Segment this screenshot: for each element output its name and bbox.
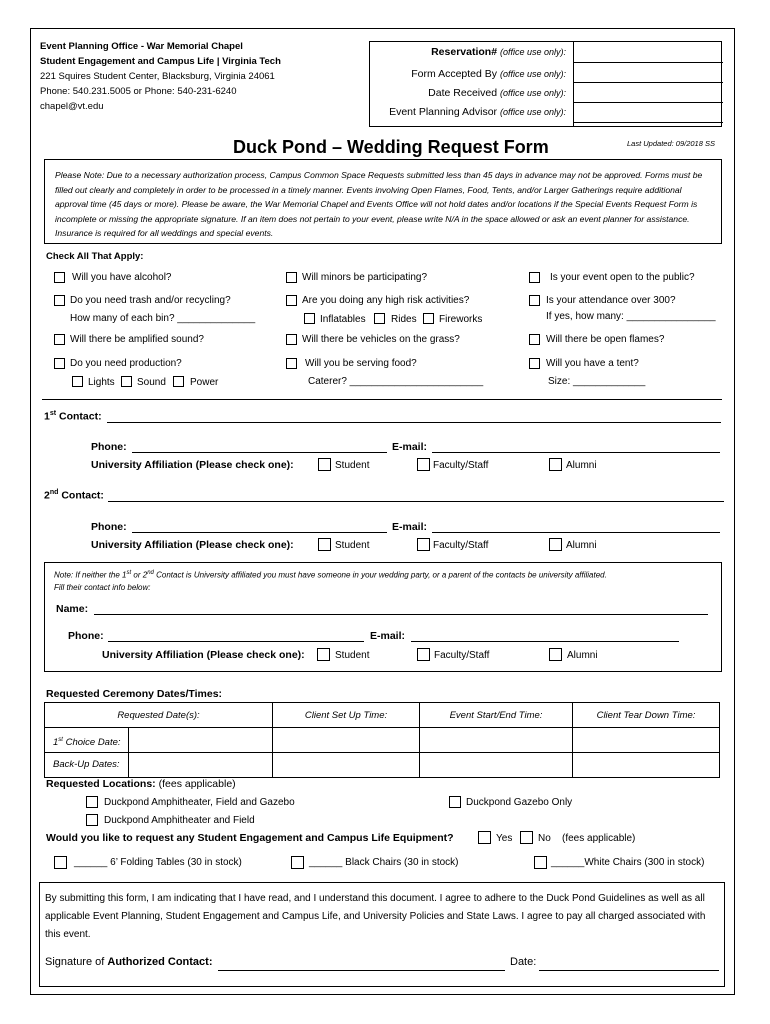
first-teardown-cell[interactable]	[573, 728, 720, 753]
contact2-email-line[interactable]	[432, 532, 720, 533]
office-use-box	[369, 41, 722, 127]
power-checkbox[interactable]	[173, 376, 184, 387]
power-label: Power	[190, 377, 219, 388]
flames-label: Will there be open flames?	[546, 334, 665, 345]
minors-label: Will minors be participating?	[302, 272, 428, 283]
office-name: Event Planning Office - War Memorial Chapel	[40, 41, 243, 52]
tent-checkbox[interactable]	[529, 358, 540, 369]
contact1-alumni-checkbox[interactable]	[549, 458, 562, 471]
contact2-label: 2nd Contact:	[44, 489, 104, 502]
tent-label: Will you have a tent?	[546, 358, 639, 369]
contact1-phone-line[interactable]	[132, 452, 387, 453]
affiliate-student-checkbox[interactable]	[317, 648, 330, 661]
contact2-faculty-label: Faculty/Staff	[433, 540, 489, 551]
production-label: Do you need production?	[70, 358, 182, 369]
contact2-student-checkbox[interactable]	[318, 538, 331, 551]
alcohol-label: Will you have alcohol?	[72, 272, 172, 283]
backup-label: Back-Up Dates:	[45, 753, 129, 777]
divider	[42, 399, 722, 400]
affiliate-student-label: Student	[335, 650, 370, 661]
date-line[interactable]	[539, 970, 719, 971]
col-start-end-time: Event Start/End Time:	[420, 703, 573, 728]
contact2-email-label: E-mail:	[392, 521, 428, 533]
sound-option-label: Sound	[137, 377, 166, 388]
backup-teardown-cell[interactable]	[573, 753, 720, 778]
sound-label: Will there be amplified sound?	[70, 334, 204, 345]
high-risk-label: Are you doing any high risk activities?	[302, 295, 470, 306]
high-risk-checkbox[interactable]	[286, 295, 297, 306]
amphitheater-field-gazebo-checkbox[interactable]	[86, 796, 98, 808]
amphitheater-field-label: Duckpond Amphitheater and Field	[104, 815, 255, 826]
contact2-alumni-label: Alumni	[566, 540, 597, 551]
gazebo-only-checkbox[interactable]	[449, 796, 461, 808]
agreement-box	[39, 882, 725, 987]
affiliate-name-line[interactable]	[94, 614, 708, 615]
col-requested-dates: Requested Date(s):	[45, 703, 273, 728]
contact1-email-label: E-mail:	[392, 441, 428, 453]
attendance-checkbox[interactable]	[529, 295, 540, 306]
locations-heading: Requested Locations: (fees applicable)	[46, 778, 236, 790]
contact1-phone-label: Phone:	[91, 441, 127, 453]
sound-option-checkbox[interactable]	[121, 376, 132, 387]
ceremony-table	[44, 702, 720, 778]
equipment-no-checkbox[interactable]	[520, 831, 533, 844]
contact1-faculty-checkbox[interactable]	[417, 458, 430, 471]
white-chairs-label: ______White Chairs (300 in stock)	[551, 857, 705, 868]
affiliate-affiliation-label: University Affiliation (Please check one):	[102, 649, 305, 661]
contact2-phone-label: Phone:	[91, 521, 127, 533]
production-checkbox[interactable]	[54, 358, 65, 369]
public-label: Is your event open to the public?	[550, 272, 695, 283]
affiliate-phone-line[interactable]	[108, 641, 364, 642]
amphitheater-field-checkbox[interactable]	[86, 814, 98, 826]
alcohol-checkbox[interactable]	[54, 272, 65, 283]
contact1-affiliation-label: University Affiliation (Please check one):	[91, 459, 294, 471]
first-choice-label: 1st Choice Date:	[45, 728, 129, 752]
affiliate-email-label: E-mail:	[370, 630, 406, 642]
rides-checkbox[interactable]	[374, 313, 385, 324]
equipment-no-label: No	[538, 833, 551, 844]
equipment-question: Would you like to request any Student Engagement and Campus Life Equipment?	[46, 832, 454, 844]
contact1-faculty-label: Faculty/Staff	[433, 460, 489, 471]
flames-checkbox[interactable]	[529, 334, 540, 345]
vehicles-checkbox[interactable]	[286, 334, 297, 345]
date-label: Date:	[510, 956, 537, 968]
affiliation-note-line2: Fill their contact info below:	[54, 583, 151, 592]
contact2-phone-line[interactable]	[132, 532, 387, 533]
inflatables-label: Inflatables	[320, 314, 366, 325]
phone-info: Phone: 540.231.5005 or Phone: 540-231-6240	[40, 86, 237, 97]
gazebo-only-label: Duckpond Gazebo Only	[466, 797, 573, 808]
affiliate-phone-label: Phone:	[68, 630, 104, 642]
minors-checkbox[interactable]	[286, 272, 297, 283]
food-checkbox[interactable]	[286, 358, 297, 369]
affiliate-faculty-label: Faculty/Staff	[434, 650, 490, 661]
affiliate-faculty-checkbox[interactable]	[417, 648, 430, 661]
attendance-label: Is your attendance over 300?	[546, 295, 676, 306]
backup-row	[45, 753, 273, 778]
backup-start-cell[interactable]	[420, 753, 573, 778]
caterer-field[interactable]: Caterer? ________________________	[308, 376, 484, 387]
contact1-alumni-label: Alumni	[566, 460, 597, 471]
form-title: Duck Pond – Wedding Request Form	[233, 137, 549, 157]
contact1-email-line[interactable]	[432, 452, 720, 453]
contact2-alumni-checkbox[interactable]	[549, 538, 562, 551]
first-setup-cell[interactable]	[273, 728, 420, 753]
black-chairs-label: ______ Black Chairs (30 in stock)	[309, 857, 459, 868]
affiliate-email-line[interactable]	[411, 641, 679, 642]
vehicles-label: Will there be vehicles on the grass?	[302, 334, 460, 345]
contact2-affiliation-label: University Affiliation (Please check one):	[91, 539, 294, 551]
lights-checkbox[interactable]	[72, 376, 83, 387]
agreement-text: By submitting this form, I am indicating that I have read, and I understand this document. I agree to adhere to the Duck Pond Guidelines as well as all applicable Event Planning, Student Engagement and Campus Life, and University Policies and State Laws. I agree to pay all charged associated with this event.	[45, 893, 706, 940]
fireworks-checkbox[interactable]	[423, 313, 434, 324]
last-updated: Last Updated: 09/2018 SS	[627, 139, 715, 148]
size-field[interactable]: Size: _____________	[548, 376, 646, 387]
reservation-label: Reservation# (office use only):	[431, 46, 566, 58]
col-teardown-time: Client Tear Down Time:	[573, 703, 720, 728]
contact2-faculty-checkbox[interactable]	[417, 538, 430, 551]
advisor-label: Event Planning Advisor (office use only):	[389, 106, 566, 118]
affiliate-alumni-label: Alumni	[567, 650, 598, 661]
contact1-student-label: Student	[335, 460, 370, 471]
trash-checkbox[interactable]	[54, 295, 65, 306]
public-checkbox[interactable]	[529, 272, 540, 283]
affiliate-alumni-checkbox[interactable]	[549, 648, 562, 661]
folding-tables-checkbox[interactable]	[54, 856, 67, 869]
trash-label: Do you need trash and/or recycling?	[70, 295, 231, 306]
date-received-label: Date Received (office use only):	[428, 87, 566, 99]
affiliate-name-label: Name:	[56, 603, 89, 615]
bins-field[interactable]: How many of each bin? ______________	[70, 313, 256, 324]
folding-tables-label: ______ 6’ Folding Tables (30 in stock)	[74, 857, 242, 868]
email-info: chapel@vt.edu	[40, 101, 104, 112]
contact1-name-line[interactable]	[107, 422, 721, 423]
contact1-label: 1st Contact:	[44, 410, 102, 423]
backup-setup-cell[interactable]	[273, 753, 420, 778]
form-accepted-label: Form Accepted By (office use only):	[411, 68, 566, 80]
col-setup-time: Client Set Up Time:	[273, 703, 420, 728]
amphitheater-field-gazebo-label: Duckpond Amphitheater, Field and Gazebo	[104, 797, 295, 808]
sound-checkbox[interactable]	[54, 334, 65, 345]
department: Student Engagement and Campus Life | Virginia Tech	[40, 56, 281, 67]
food-label: Will you be serving food?	[305, 358, 417, 369]
lights-label: Lights	[88, 377, 115, 388]
contact2-student-label: Student	[335, 540, 370, 551]
affiliated-contact-box	[44, 562, 722, 672]
equipment-fees: (fees applicable)	[562, 833, 636, 844]
check-all-heading: Check All That Apply:	[46, 251, 144, 262]
affiliation-note: Note: If neither the 1st or 2nd Contact is University affiliated you must have someone in your wedding party, or a parent of the contacts be university affiliated.	[54, 570, 607, 580]
signature-label: Signature of Authorized Contact:	[45, 956, 213, 968]
contact2-name-line[interactable]	[108, 501, 724, 502]
white-chairs-checkbox[interactable]	[534, 856, 547, 869]
how-many-field[interactable]: If yes, how many: ________________	[546, 311, 716, 322]
first-choice-row	[45, 728, 273, 753]
note-box: Please Note: Due to a necessary authorization process, Campus Common Space Requests submitted less than 45 days in advance may not be approved. Forms must be filled out clearly and completely in order to be processed in a timely manner. Events involving Open Flames, Food, Tents, and/or Larger Gatherings require additional approval time (45 days or more). Please be aware, the War Memorial Chapel and Events Office will not hold dates and/or locations if the Special Events Request Form is incomplete or missing the appropriate signature. If an item does not pertain to your event, please write N/A in the space allowed or ask an event planner for assistance. Insurance is required for all weddings and special events.	[44, 159, 722, 244]
black-chairs-checkbox[interactable]	[291, 856, 304, 869]
inflatables-checkbox[interactable]	[304, 313, 315, 324]
address: 221 Squires Student Center, Blacksburg, Virginia 24061	[40, 71, 275, 82]
signature-line[interactable]	[218, 970, 505, 971]
fireworks-label: Fireworks	[439, 314, 483, 325]
contact1-student-checkbox[interactable]	[318, 458, 331, 471]
ceremony-heading: Requested Ceremony Dates/Times:	[46, 688, 223, 700]
rides-label: Rides	[391, 314, 417, 325]
first-start-cell[interactable]	[420, 728, 573, 753]
equipment-yes-label: Yes	[496, 833, 513, 844]
equipment-yes-checkbox[interactable]	[478, 831, 491, 844]
